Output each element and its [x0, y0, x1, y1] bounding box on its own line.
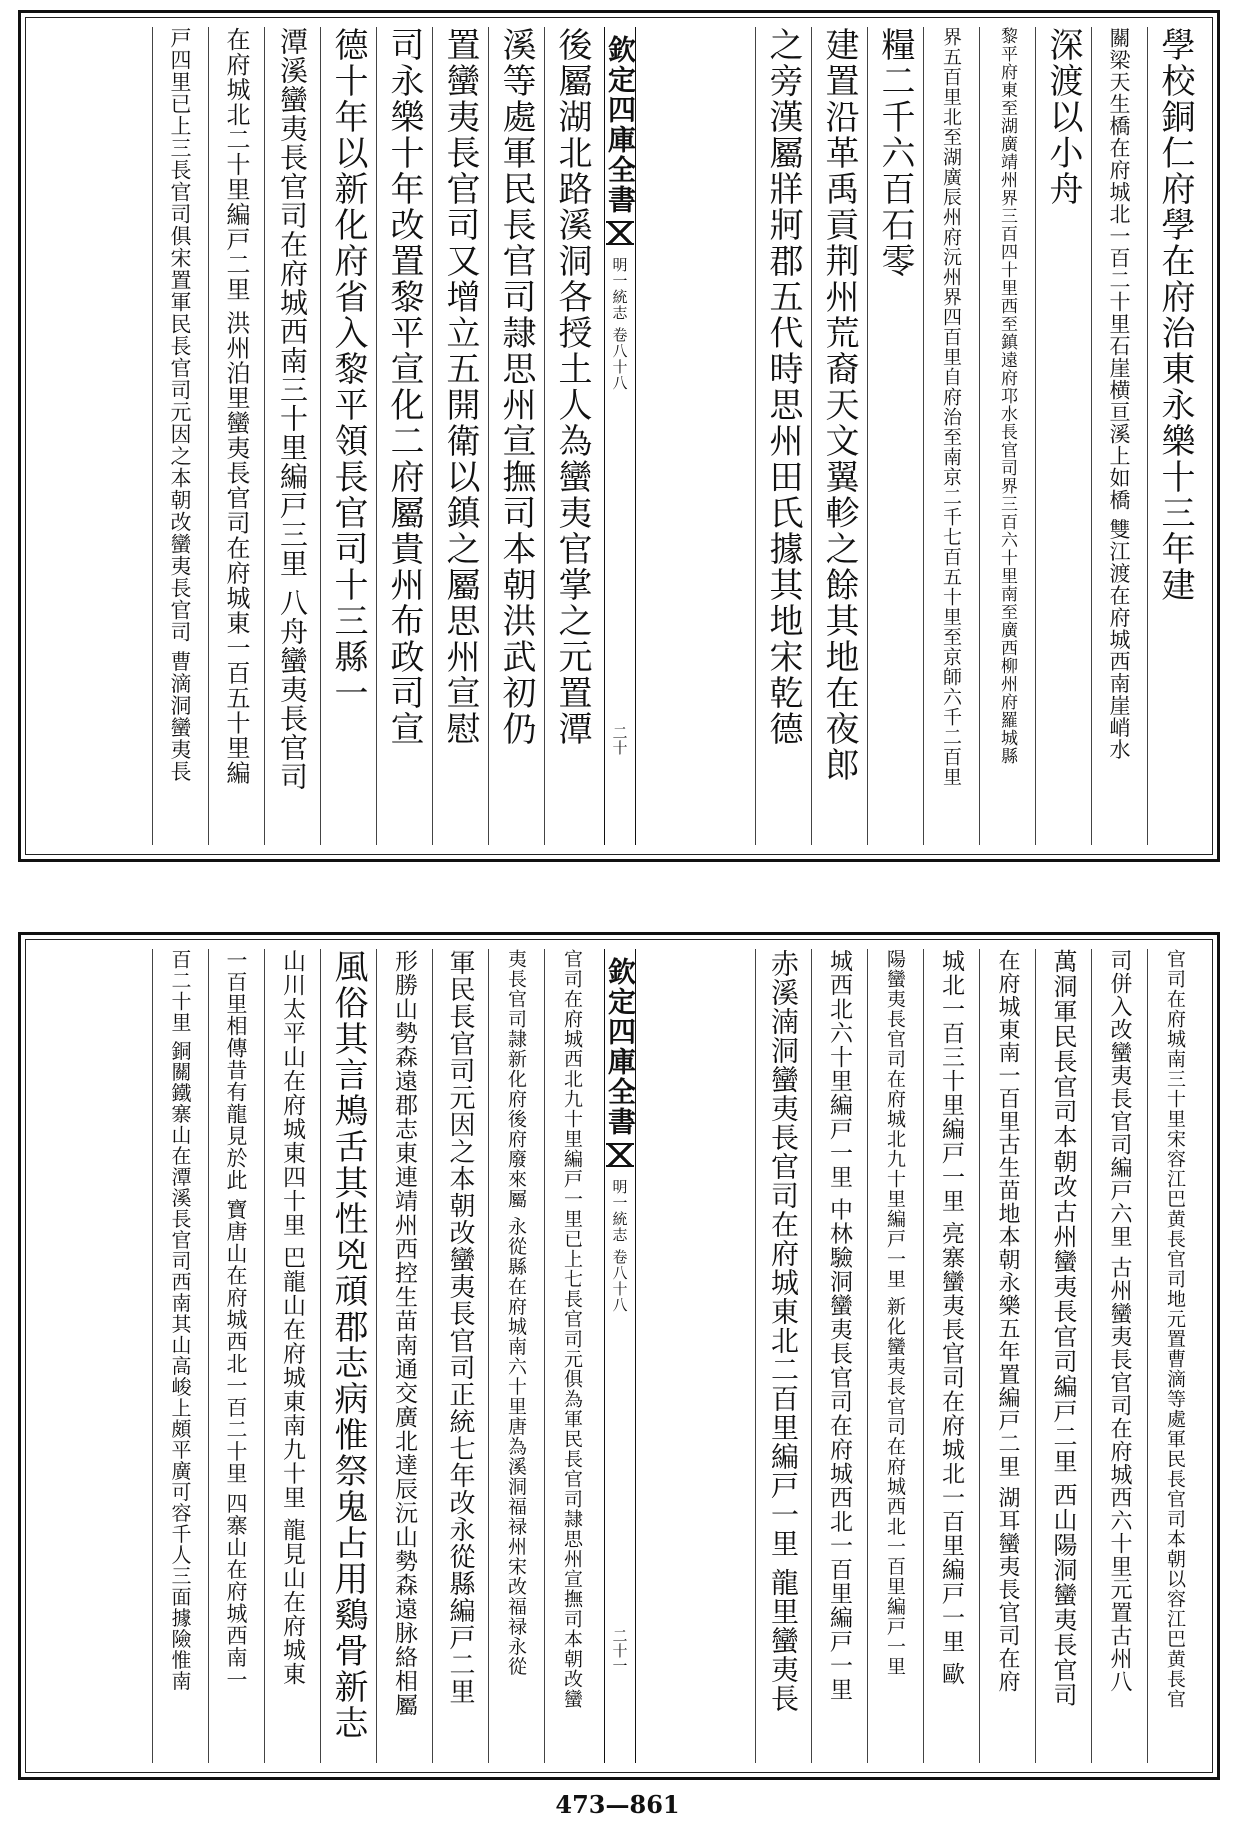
text-column: 城西北六十里編戸一里 中林驗洞蠻夷長官司在府城西北一百里編戸一里: [811, 949, 867, 1763]
text-column: 形勝山勢森遠郡志東連靖州西控生苗南通交廣北達辰沅山勢森遠脉絡相屬: [376, 949, 432, 1763]
text-column: 糧二千六百石零: [867, 27, 923, 845]
bottom-right-half: [638, 949, 1203, 1763]
text-column: 風俗其言鴂舌其性兇頑郡志病惟祭鬼占用鷄骨新志: [320, 949, 376, 1763]
text-column: 軍民長官司元因之本朝改蠻夷長官司正統七年改永從縣編戸二里: [432, 949, 488, 1763]
center-title: 欽定四庫全書: [604, 35, 637, 215]
text-column: 戸四里已上三長官司俱宋置軍民長官司元因之本朝改蠻夷長官司 曹滴洞蠻夷長: [152, 27, 208, 845]
top-right-half: [638, 27, 1203, 845]
text-column: 建置沿革禹貢荆州荒裔天文翼軫之餘其地在夜郎: [811, 27, 867, 845]
text-column: 之旁漢屬牂牁郡五代時思州田氏據其地宋乾德: [755, 27, 811, 845]
text-column: 在府城東南一百里古生苗地本朝永樂五年置編戸二里 湖耳蠻夷長官司在府: [979, 949, 1035, 1763]
text-column: 在府城北二十里編戸二里 洪州泊里蠻夷長官司在府城東一百五十里編: [208, 27, 264, 845]
text-column: 潭溪蠻夷長官司在府城西南三十里編戸三里 八舟蠻夷長官司: [264, 27, 320, 845]
text-column: [699, 949, 755, 1763]
text-column: 官司在府城西北九十里編戸一里已上七長官司元俱為軍民長官司隷思州宣撫司本朝改蠻: [544, 949, 600, 1763]
text-column: 司併入改蠻夷長官司編戸六里 古州蠻夷長官司在府城西六十里元置古州八: [1091, 949, 1147, 1763]
text-column: 百二十里 銅關鐵寨山在潭溪長官司西南其山高峻上頗平廣可容千人三面據險惟南: [152, 949, 208, 1763]
text-column: 山川太平山在府城東四十里 巴龍山在府城東南九十里 龍見山在府城東: [264, 949, 320, 1763]
fish-tail-mark-icon: [606, 221, 634, 245]
text-column: 陽蠻夷長官司在府城北九十里編戸一里 新化蠻夷長官司在府城西北一百里編戸一里: [867, 949, 923, 1763]
center-title: 欽定四庫全書: [604, 957, 637, 1137]
text-column: 城北一百三十里編戸一里 亮寨蠻夷長官司在府城北一百里編戸一里 歐: [923, 949, 979, 1763]
volume-label: 明一統志 卷八十八: [610, 257, 629, 391]
text-column: 一百里相傳昔有龍見於此 寶唐山在府城西北一百二十里 四寨山在府城西南一: [208, 949, 264, 1763]
text-column: 黎平府東至湖廣靖州界三百四十里西至鎮遠府邛水長官司界三百六十里南至廣西柳州府羅城縣: [979, 27, 1035, 845]
center-band: [604, 949, 636, 1763]
text-column: 學校銅仁府學在府治東永樂十三年建: [1147, 27, 1203, 845]
text-column: [699, 27, 755, 845]
text-column: 官司在府城南三十里宋容江巴黄長官司地元置曹滴等處軍民長官司本朝以容江巴黄長官: [1147, 949, 1203, 1763]
text-column: 萬洞軍民長官司本朝改古州蠻夷長官司編戸二里 西山陽洞蠻夷長官司: [1035, 949, 1091, 1763]
text-column: [96, 949, 152, 1763]
folio-number: 二十: [610, 725, 629, 755]
fish-tail-mark-icon: [606, 1143, 634, 1167]
text-column: 深渡以小舟: [1035, 27, 1091, 845]
text-column: 溪等處軍民長官司隷思州宣撫司本朝洪武初仍: [488, 27, 544, 845]
page-bottom: [18, 932, 1220, 1780]
text-column: 界五百里北至湖廣辰州府沅州界四百里自府治至南京二千七百五十里至京師六千二百里: [923, 27, 979, 845]
volume-label: 明一統志 卷八十八: [610, 1179, 629, 1313]
text-column: 司永樂十年改置黎平宣化二府屬貴州布政司宣: [376, 27, 432, 845]
text-column: 赤溪湳洞蠻夷長官司在府城東北二百里編戸一里 龍里蠻夷長: [755, 949, 811, 1763]
text-column: 後屬湖北路溪洞各授土人為蠻夷官掌之元置潭: [544, 27, 600, 845]
text-column: [96, 27, 152, 845]
text-column: 關梁天生橋在府城北一百二十里石崖横亘溪上如橋 雙江渡在府城西南崖峭水: [1091, 27, 1147, 845]
text-column: 夷長官司隷新化府後府廢來屬 永從縣在府城南六十里唐為溪洞福禄州宋改福禄永從: [488, 949, 544, 1763]
text-column: 置蠻夷長官司又增立五開衛以鎮之屬思州宣慰: [432, 27, 488, 845]
bottom-left-half: [35, 949, 600, 1763]
text-column: 德十年以新化府省入黎平領長官司十三縣一: [320, 27, 376, 845]
page-top: [18, 10, 1220, 862]
page-number: 473—861: [555, 1790, 680, 1819]
center-band: [604, 27, 636, 845]
folio-number: 二十一: [610, 1628, 629, 1673]
top-left-half: [35, 27, 600, 845]
